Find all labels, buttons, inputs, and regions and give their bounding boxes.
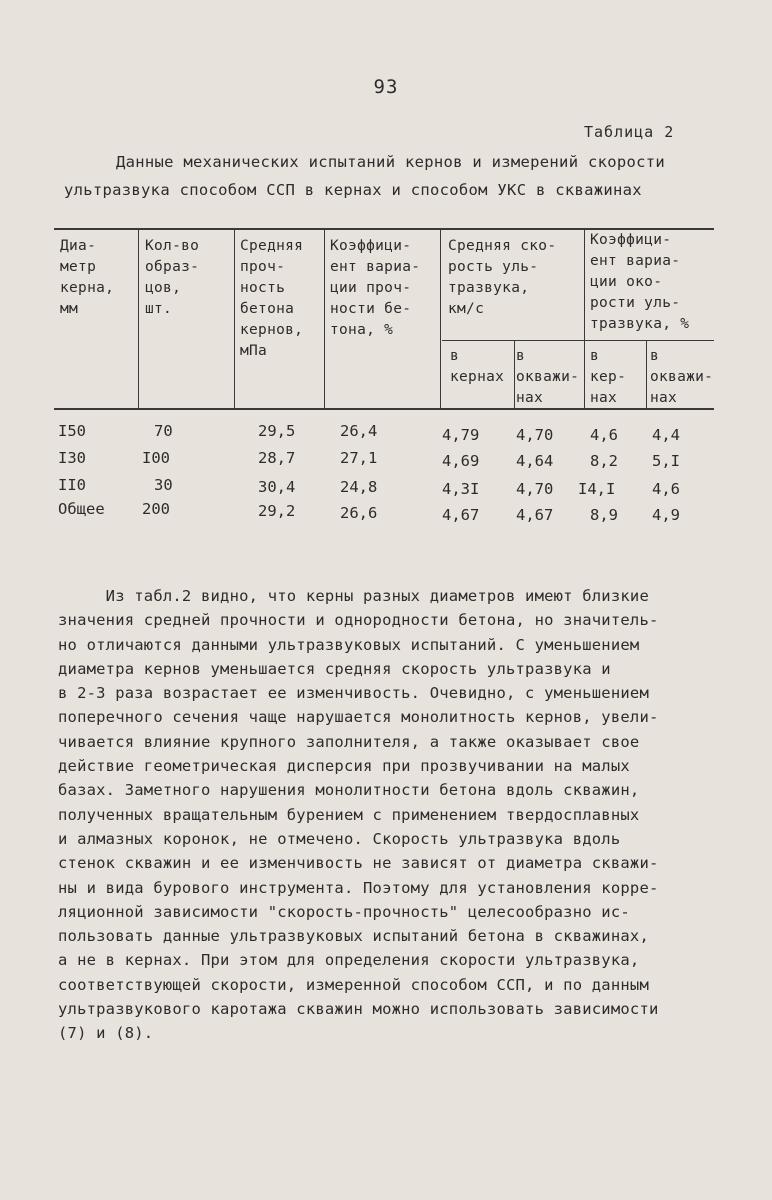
header-diameter: Диа- метр керна, мм: [60, 238, 115, 317]
header-in-wells-2: в окважи- нах: [650, 348, 714, 406]
page-number: 93: [373, 76, 399, 98]
header-in-cores-2: в кер- нах: [590, 348, 627, 406]
table-cell: 4,70: [516, 480, 554, 498]
body-line: стенок скважин и ее изменчивость не зависят от диаметра скважи-: [58, 854, 659, 873]
table-col-rule: [646, 340, 647, 408]
table-cell: 29,2: [258, 502, 296, 520]
table-col-rule: [514, 340, 515, 408]
table-cell: II0: [58, 476, 86, 494]
table-caption-line-2: ультразвука способом ССП в кернах и способом УКС в скважинах: [64, 181, 642, 199]
table-cell: 8,9: [590, 506, 618, 524]
body-line: полученных вращательным бурением с применением твердосплавных: [58, 805, 640, 824]
header-in-cores: в кернах: [450, 348, 505, 385]
table-subheader-rule: [442, 340, 714, 341]
header-strength-variation: Коэффици- ент вариа- ции проч- ности бе- тона, %: [330, 238, 421, 338]
body-line: чивается влияние крупного заполнителя, а также оказывает свое: [58, 732, 640, 751]
table-cell: 200: [142, 500, 170, 518]
header-speed-variation: Коэффици- ент вариа- ции око- рости уль- тразвука, %: [590, 232, 690, 332]
table-col-rule: [440, 228, 441, 408]
header-avg-speed: Средняя ско- рость уль- тразвука, км/с: [448, 238, 557, 317]
table-cell: 4,9: [652, 506, 680, 524]
table-cell: 30,4: [258, 478, 296, 496]
table-cell: 24,8: [340, 478, 378, 496]
table-cell: Общее: [58, 500, 105, 518]
body-line: а не в кернах. При этом для определения скорости ультразвука,: [58, 951, 640, 970]
table-cell: 4,70: [516, 426, 554, 444]
table-caption-line-1: Данные механических испытаний кернов и измерений скорости: [116, 153, 666, 171]
table-cell: 30: [154, 476, 173, 494]
table-col-rule: [138, 228, 139, 408]
body-line: ны и вида бурового инструмента. Поэтому для установления корре-: [58, 878, 659, 897]
body-line: поперечного сечения чаще нарушается монолитность кернов, увели-: [58, 708, 659, 727]
table-cell: I4,I: [578, 480, 616, 498]
table-cell: I50: [58, 422, 86, 440]
table-cell: 5,I: [652, 452, 680, 470]
table-label: Таблица 2: [584, 123, 675, 141]
table-cell: 4,67: [442, 506, 480, 524]
table-cell: 4,6: [652, 480, 680, 498]
table-col-rule: [324, 228, 325, 408]
data-table: [54, 228, 714, 526]
body-line: Из табл.2 видно, что керны разных диаметров имеют близкие: [58, 587, 649, 605]
table-cell: 4,64: [516, 452, 554, 470]
table-cell: I30: [58, 449, 86, 467]
header-count: Кол-во образ- цов, шт.: [145, 238, 200, 317]
table-col-rule: [234, 228, 235, 408]
table-cell: 29,5: [258, 422, 296, 440]
table-cell: 4,69: [442, 452, 480, 470]
body-line: пользовать данные ультразвуковых испытаний бетона в скважинах,: [58, 927, 649, 946]
body-line: значения средней прочности и однородности бетона, но значитель-: [58, 611, 659, 630]
body-line: ляционной зависимости "скорость-прочность" целесообразно ис-: [58, 902, 630, 921]
body-paragraph: [58, 584, 748, 1046]
table-col-rule: [584, 228, 585, 408]
body-line: ультразвукового каротажа скважин можно использовать зависимости: [58, 1000, 659, 1019]
body-line: соответствующей скорости, измеренной способом ССП, и по данным: [58, 975, 649, 994]
table-cell: 4,67: [516, 506, 554, 524]
table-cell: 26,6: [340, 504, 378, 522]
table-cell: 8,2: [590, 452, 618, 470]
table-cell: 28,7: [258, 449, 296, 467]
table-cell: 4,6: [590, 426, 618, 444]
header-in-wells: в окважи- нах: [516, 348, 580, 406]
body-line: базах. Заметного нарушения монолитности бетона вдоль скважин,: [58, 781, 640, 800]
table-cell: 4,79: [442, 426, 480, 444]
table-cell: 27,1: [340, 449, 378, 467]
body-line: и алмазных коронок, не отмечено. Скорость ультразвука вдоль: [58, 829, 621, 848]
body-line: в 2-3 раза возрастает ее изменчивость. Очевидно, с уменьшением: [58, 684, 649, 703]
table-cell: 4,3I: [442, 480, 480, 498]
table-cell: 70: [154, 422, 173, 440]
table-cell: I00: [142, 449, 170, 467]
body-line: диаметра кернов уменьшается средняя скорость ультразвука и: [58, 659, 611, 678]
table-cell: 4,4: [652, 426, 680, 444]
body-line: действие геометрическая дисперсия при прозвучивании на малых: [58, 757, 630, 776]
body-line: (7) и (8).: [58, 1024, 154, 1043]
body-line: но отличаются данными ультразвуковых испытаний. С уменьшением: [58, 635, 640, 654]
table-cell: 26,4: [340, 422, 378, 440]
header-strength: Средняя проч- ность бетона кернов, мПа: [240, 238, 304, 359]
